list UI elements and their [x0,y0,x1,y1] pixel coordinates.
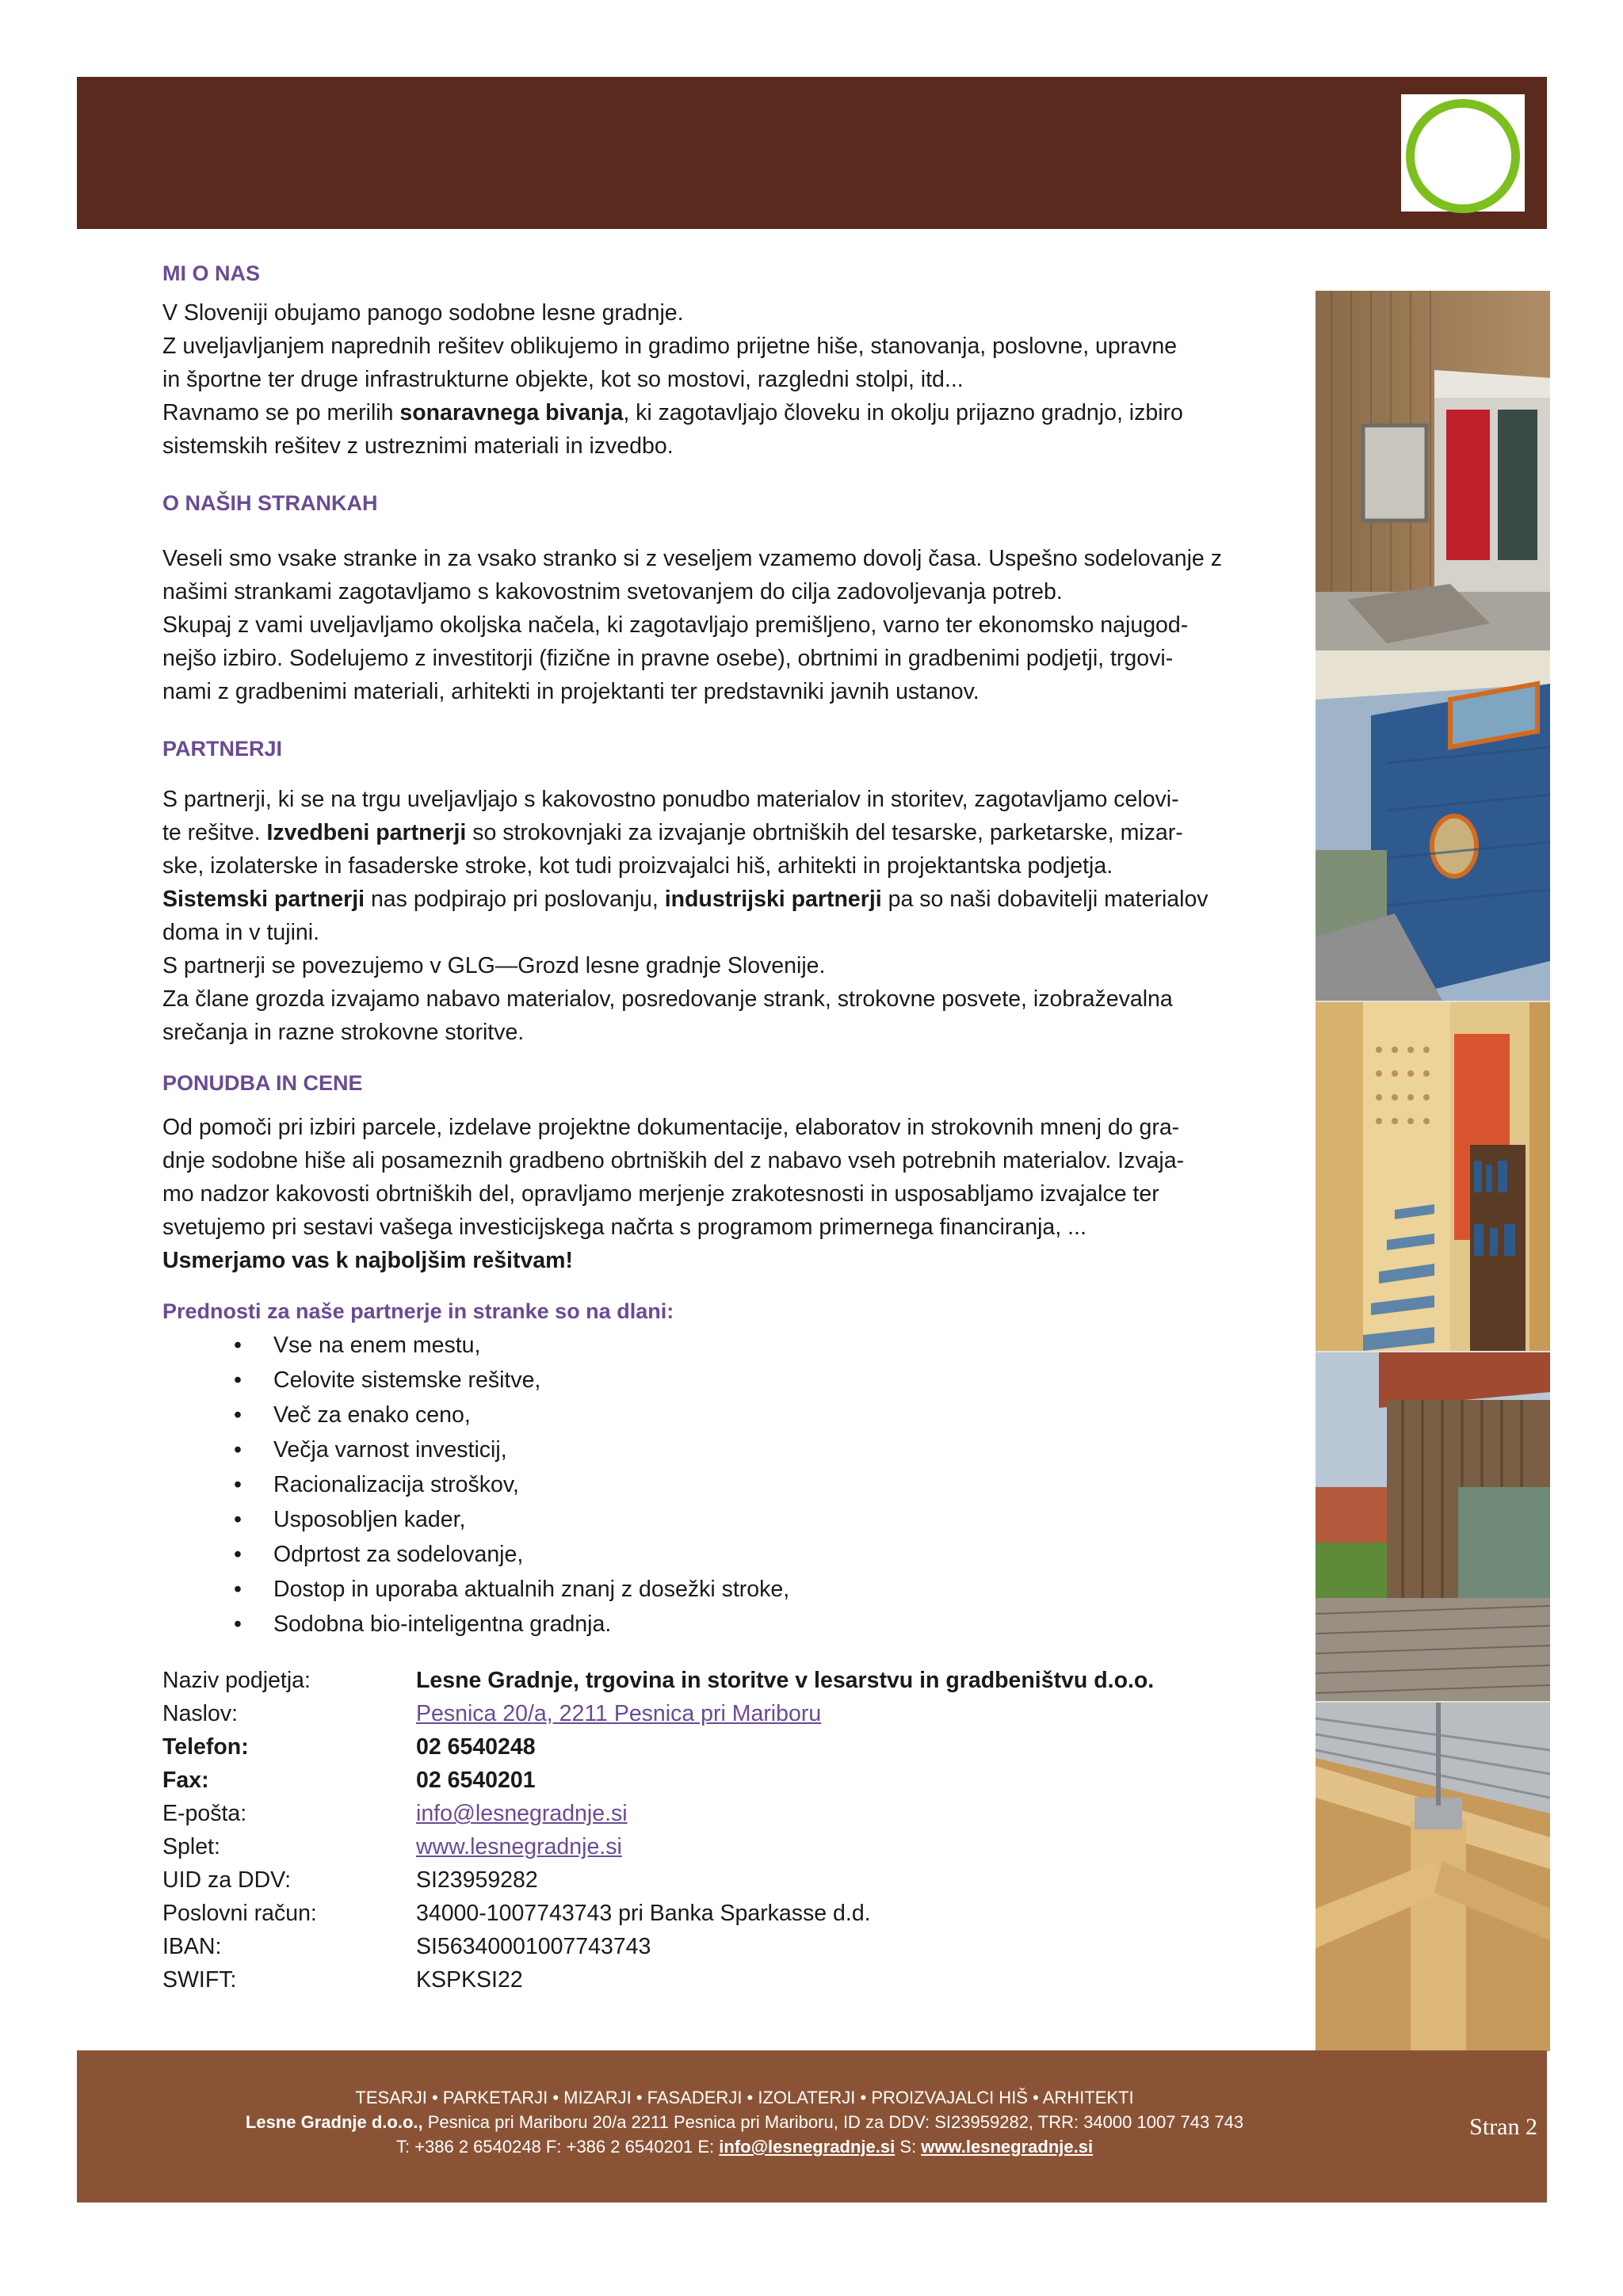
bullet-icon: • [234,1402,242,1428]
list-item [234,1467,1312,1502]
text-line: Za člane grozda izvajamo nabavo materialov, posredovanje strank, strokovne posvete, izobraževalna [162,986,1173,1012]
email-row [162,1797,1312,1830]
list-item-text: Usposobljen kader, [273,1507,466,1532]
text-line: in športne ter druge infrastrukturne objekte, kot so mostovi, razgledni stolpi, itd... [162,367,964,392]
list-item [234,1537,1312,1572]
text-line: sistemskih rešitev z ustreznimi materiali in izvedbo. [162,433,674,459]
emphasis: industrijski partnerji [664,887,882,912]
info-label: Naslov: [162,1701,239,1726]
emphasis: sonaravnega bivanja [399,400,624,425]
text-fragment: nas podpirajo pri poslovanju, [365,887,665,912]
account-row [162,1897,1312,1930]
footer-contact [77,2134,1412,2159]
text-line: dnje sodobne hiše ali posameznih gradbeno obrtniških del z nabavo vseh potrebnih materialov. Izvaja- [162,1148,1185,1173]
green-ring-logo-icon [1406,99,1520,213]
phone-value: 02 6540248 [416,1734,536,1760]
website-link[interactable]: www.lesnegradnje.si [416,1834,622,1859]
text-line: nami z gradbenimi materiali, arhitekti in projektanti ter predstavniki javnih ustanov. [162,679,980,704]
section-title-partnerji: PARTNERJI [162,737,283,761]
list-item-text: Racionalizacija stroškov, [273,1472,519,1497]
bullet-icon: • [234,1367,242,1393]
section-title-mi-o-nas: MI O NAS [162,261,261,285]
fax-row [162,1764,1312,1797]
footer-trades: TESARJI • PARKETARJI • MIZARJI • FASADERJI • IZOLATERJI • PROIZVAJALCI HIŠ • ARHITEKTI [355,2088,1134,2107]
text-line [162,883,1312,916]
info-label: E-pošta: [162,1801,247,1826]
list-item [234,1572,1312,1607]
photo-wooden-house-red-door [1316,291,1550,652]
text-line [162,816,1312,849]
list-item [234,1328,1312,1363]
text-fragment: te rešitve. [162,820,267,845]
o-nasih-strankah-text [162,542,1312,708]
vat-row [162,1863,1312,1897]
footer-website-link[interactable]: www.lesnegradnje.si [921,2137,1094,2157]
text-fragment: Ravnamo se po merilih [162,400,400,425]
bullet-icon: • [234,1472,242,1497]
bullet-icon: • [234,1611,242,1637]
footer-email-link[interactable]: info@lesnegradnje.si [719,2137,896,2157]
company-info [162,1664,1312,1997]
emphasis: Izvedbeni partnerji [266,820,467,845]
info-label: Telefon: [162,1734,249,1760]
list-item [234,1398,1312,1432]
text-line: V Sloveniji obujamo panogo sodobne lesne gradnje. [162,300,684,326]
list-item-text: Več za enako ceno, [273,1402,471,1428]
bullet-icon: • [234,1333,242,1358]
info-label: IBAN: [162,1934,222,1959]
text-line: Skupaj z vami uveljavljamo okoljska načela, ki zagotavljajo premišljeno, varno ter ekonomsko najugod- [162,612,1189,638]
list-item [234,1502,1312,1537]
bullet-icon: • [234,1507,242,1532]
list-item-text: Sodobna bio-inteligentna gradnja. [273,1611,612,1637]
company-name-row [162,1664,1312,1697]
address-row [162,1697,1312,1730]
swift-row [162,1963,1312,1997]
text-line: S partnerji se povezujemo v GLG—Grozd lesne gradnje Slovenije. [162,953,826,978]
text-line: nejšo izbiro. Sodelujemo z investitorji (fizične in pravne osebe), obrtnimi in gradbenimi podjetji, trgovi- [162,646,1174,671]
photo-roof-beams [1316,1703,1550,2051]
footer-contact-text: T: +386 2 6540248 F: +386 2 6540201 E: [395,2137,720,2157]
text-fragment: so strokovnjaki za izvajanje obrtniških del tesarske, parketarske, mizar- [466,820,1183,845]
info-label: Fax: [162,1768,209,1793]
info-label: Poslovni račun: [162,1901,317,1926]
list-item-text: Odprtost za sodelovanje, [273,1542,524,1567]
list-item-text: Vse na enem mestu, [273,1333,481,1358]
info-label: UID za DDV: [162,1867,292,1893]
fax-value: 02 6540201 [416,1768,536,1793]
footer-text [77,2085,1412,2159]
phone-row [162,1730,1312,1764]
account-value: 34000-1007743743 pri Banka Sparkasse d.d. [416,1901,871,1926]
iban-row [162,1930,1312,1963]
section-title-ponudba: PONUDBA IN CENE [162,1071,363,1095]
vat-value: SI23959282 [416,1867,538,1893]
text-line: srečanja in razne strokovne storitve. [162,1020,525,1045]
text-line: S partnerji, ki se na trgu uveljavljajo s kakovostno ponudbo materialov in storitev, zagotavljamo celovi- [162,787,1179,812]
footer-contact-text: S: [895,2137,922,2157]
main-content [162,254,1312,1997]
section-title-prednosti: Prednosti za naše partnerje in stranke so na dlani: [162,1299,674,1323]
list-item-text: Celovite sistemske rešitve, [273,1367,541,1393]
emphasis: Sistemski partnerji [162,887,365,912]
text-line: doma in v tujini. [162,920,320,945]
header-band [77,77,1547,229]
company-name: Lesne Gradnje, trgovina in storitve v lesarstvu in gradbeništvu d.o.o. [416,1668,1155,1693]
address-link[interactable]: Pesnica 20/a, 2211 Pesnica pri Mariboru [416,1701,822,1726]
page-number: Stran 2 [1469,2114,1537,2140]
swift-value: KSPKSI22 [416,1967,523,1993]
text-line [162,396,1312,429]
footer-company-details: Pesnica pri Mariboru 20/a 2211 Pesnica pri Mariboru, ID za DDV: SI23959282, TRR: 34000 1007 743 743 [422,2112,1244,2132]
text-line: Od pomoči pri izbiri parcele, izdelave projektne dokumentacije, elaboratov in strokovnih mnenj do gra- [162,1115,1180,1140]
email-link[interactable]: info@lesnegradnje.si [416,1801,628,1826]
iban-value: SI56340001007743743 [416,1934,651,1959]
text-line: našimi strankami zagotavljamo s kakovostnim svetovanjem do cilja zadovoljevanja potreb. [162,579,1063,605]
list-item-text: Večja varnost investicij, [273,1437,507,1463]
text-line: ske, izolaterske in fasaderske stroke, kot tudi proizvajalci hiš, arhitekti in projektantska podjetja. [162,853,1113,879]
company-logo [1401,94,1525,212]
footer-company [77,2110,1412,2134]
text-line-closing: Usmerjamo vas k najboljšim rešitvam! [162,1248,573,1273]
photo-column [1316,291,1550,2051]
info-label: SWIFT: [162,1967,237,1993]
list-item [234,1363,1312,1398]
list-item-text: Dostop in uporaba aktualnih znanj z dosežki stroke, [273,1577,790,1602]
text-line: Veseli smo vsake stranke in za vsako stranko si z veseljem vzamemo dovolj časa. Uspešno sodelovanje z [162,546,1222,571]
footer-company-name: Lesne Gradnje d.o.o., [245,2112,423,2132]
photo-timber-terrace [1316,1352,1550,1703]
list-item [234,1432,1312,1467]
footer-band [77,2050,1547,2203]
info-label: Naziv podjetja: [162,1668,311,1693]
text-line: svetujemo pri sestavi vašega investicijskega načrta s programom primernega financiranja, ... [162,1215,1086,1240]
bullet-icon: • [234,1437,242,1463]
advantages-list [234,1328,1312,1642]
text-fragment: , ki zagotavljajo človeku in okolju prijazno gradnjo, izbiro [623,400,1183,425]
list-item [234,1607,1312,1642]
text-line: mo nadzor kakovosti obrtniških del, opravljamo merjenje zrakotesnosti in usposabljamo izvajalce ter [162,1181,1159,1207]
mi-o-nas-text [162,296,1312,463]
text-fragment: pa so naši dobavitelji materialov [881,887,1209,912]
text-line: Z uveljavljanjem naprednih rešitev oblikujemo in gradimo prijetne hiše, stanovanja, poslovne, upravne [162,334,1178,359]
partnerji-text [162,783,1312,1049]
web-row [162,1830,1312,1863]
photo-wooden-staircase [1316,1002,1550,1352]
ponudba-text [162,1111,1312,1277]
bullet-icon: • [234,1577,242,1602]
bullet-icon: • [234,1542,242,1567]
section-title-o-nasih-strankah: O NAŠIH STRANKAH [162,491,378,515]
info-label: Splet: [162,1834,220,1859]
photo-blue-facade [1316,652,1550,1002]
